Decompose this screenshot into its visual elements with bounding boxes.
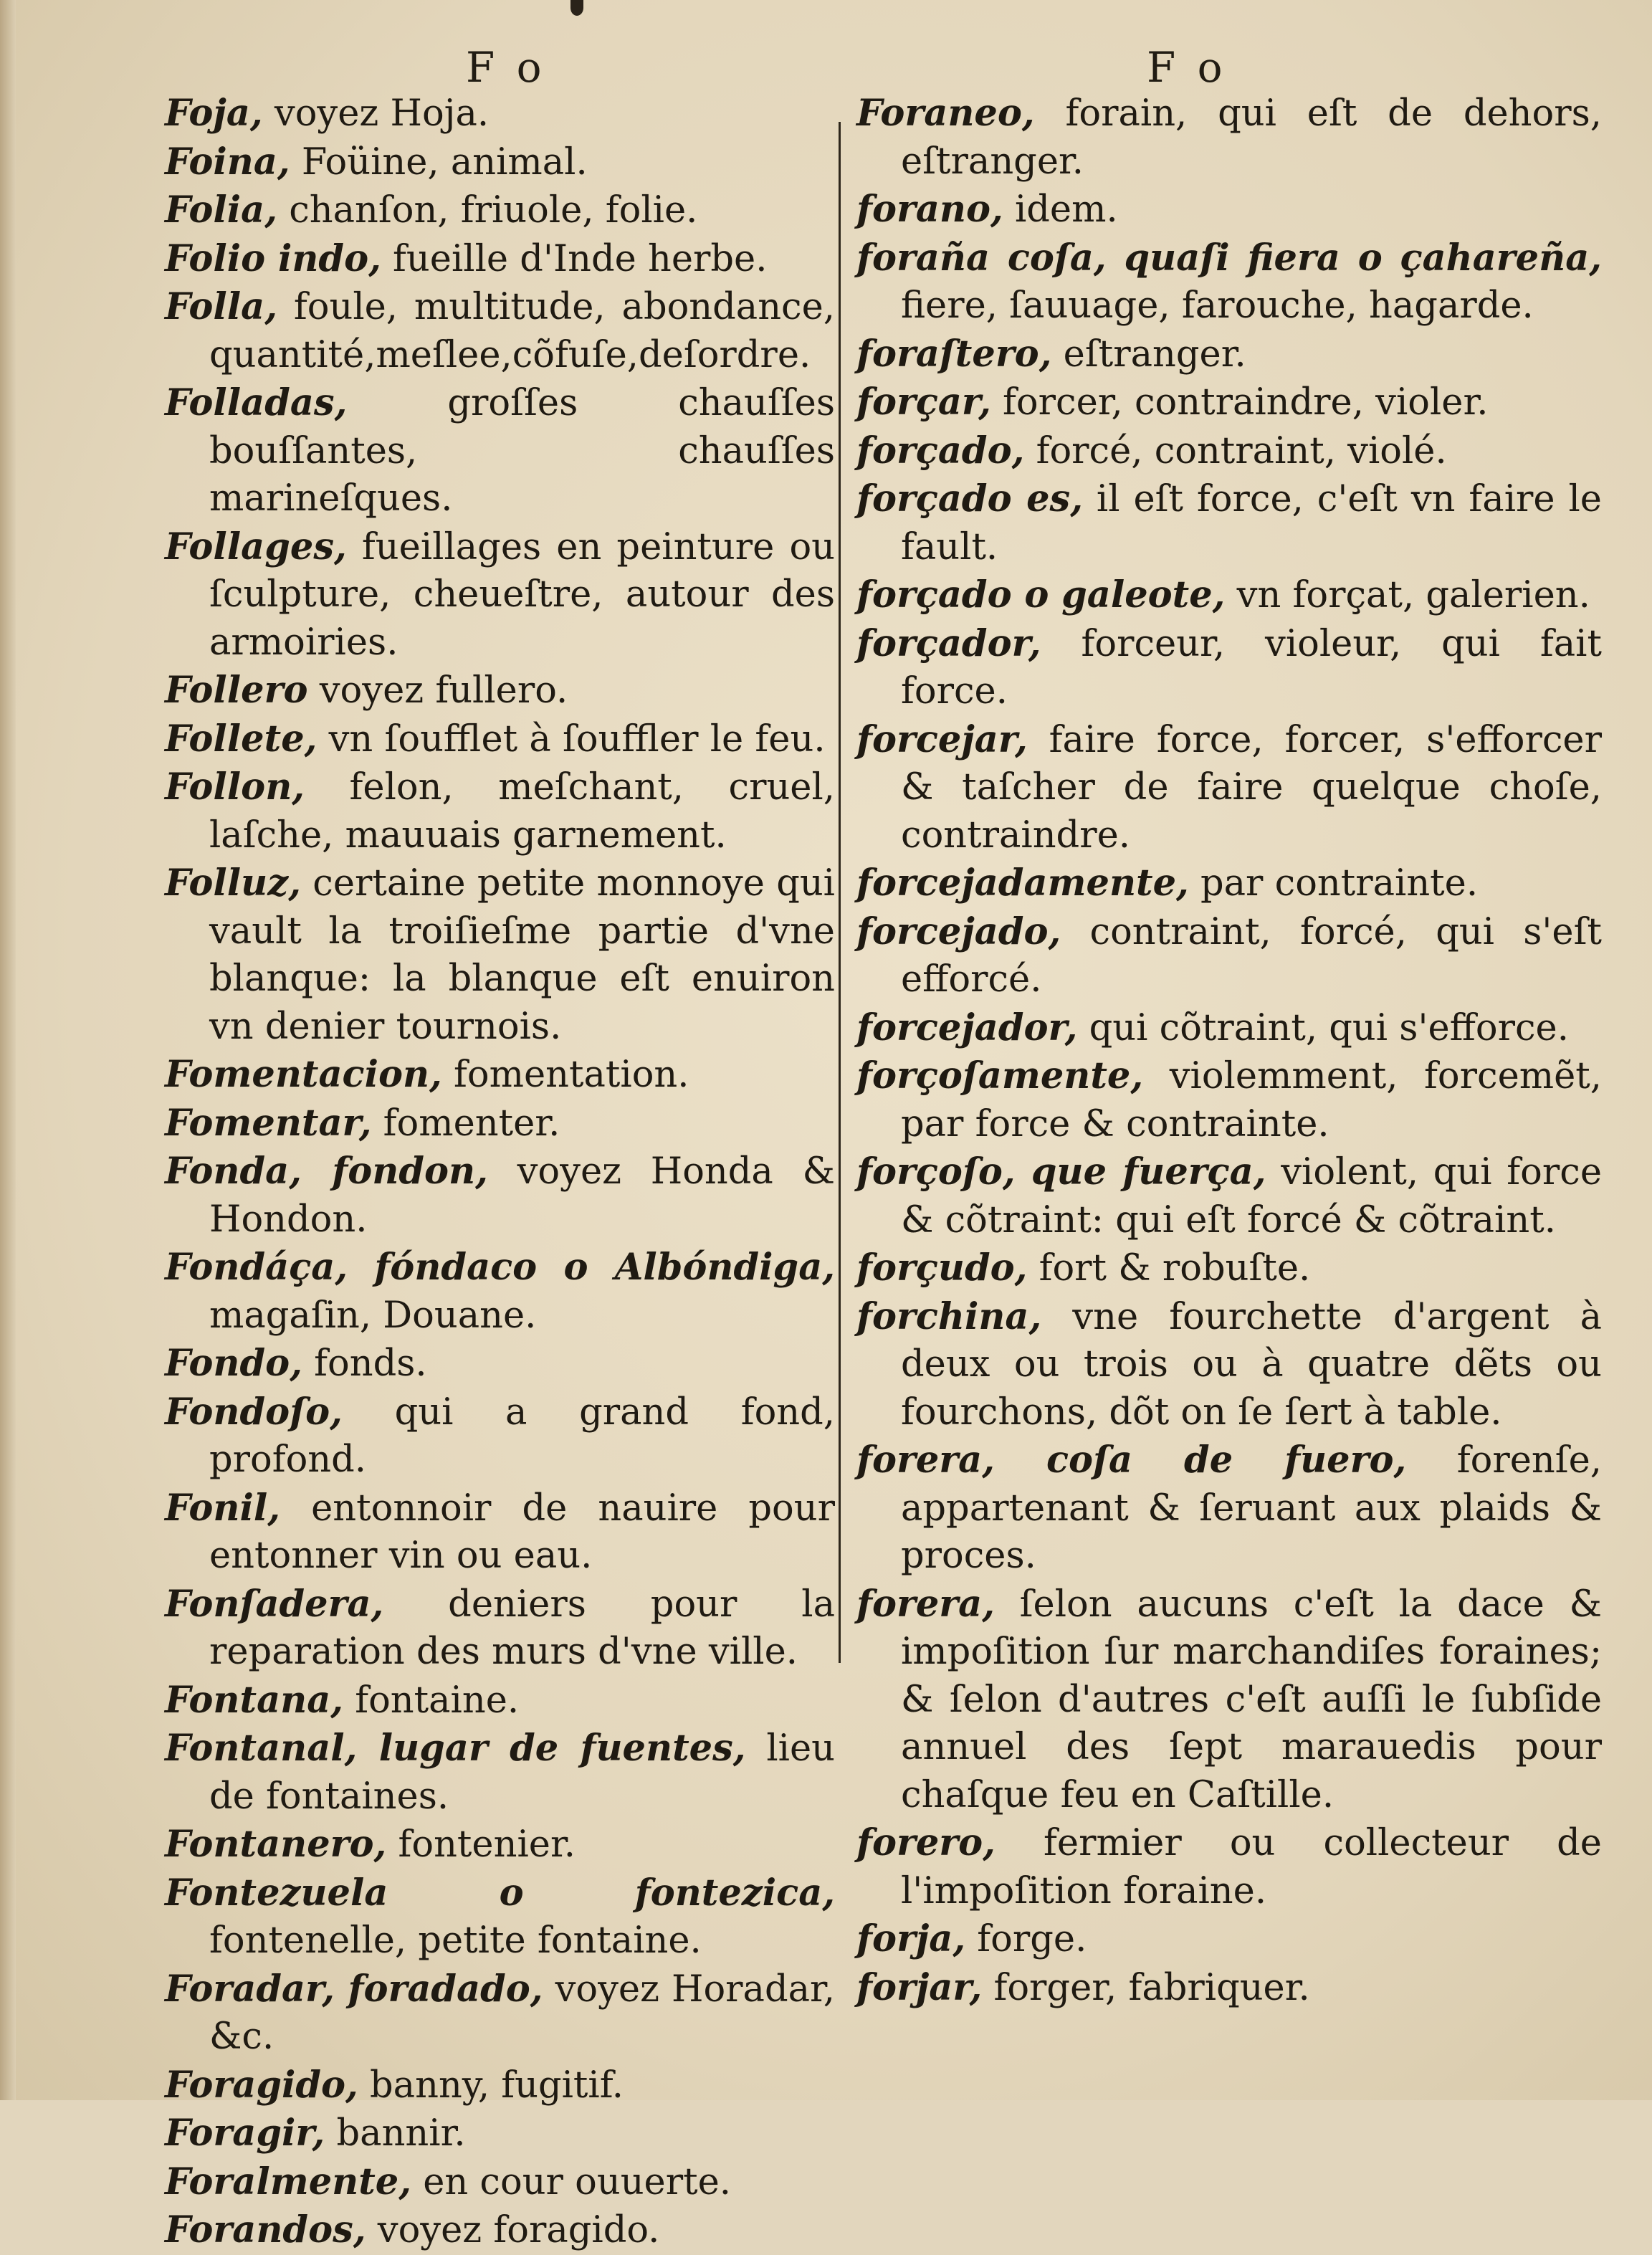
dictionary-entry [165,2158,835,2207]
entry-gloss: eſtranger. [1051,333,1246,376]
dictionary-entry [165,1100,835,1148]
dictionary-entry [165,1965,835,2061]
dictionary-entry [165,283,835,379]
entry-gloss: forcer, contraindre, violer. [990,381,1489,424]
dictionary-entry [165,1244,835,1340]
entry-headword: forçado, [856,429,1025,472]
entry-headword: Folla, [165,285,277,328]
dictionary-entry [165,186,835,235]
entry-headword: forçoſo, que fuerça, [856,1150,1266,1193]
entry-headword: forçado es, [856,477,1083,520]
dictionary-entry [856,186,1602,234]
entry-gloss: fontenelle, petite fontaine. [209,1920,702,1962]
entry-headword: Foja, [165,92,263,135]
dictionary-entry [856,859,1602,908]
dictionary-entry [856,427,1602,476]
entry-headword: forero, [856,1821,996,1864]
entry-gloss: lieu de fontaines. [209,1727,835,1818]
entry-headword: forcejador, [856,1006,1078,1049]
dictionary-entry [165,1388,835,1484]
entry-gloss: qui cõtraint, qui s'efforce. [1077,1006,1569,1049]
dictionary-entry [856,330,1602,379]
entry-headword: Forandos, [165,2208,366,2251]
entry-headword: Folio indo, [165,237,381,280]
entry-headword: Folladas, [165,381,348,424]
entry-headword: Follages, [165,525,347,568]
dictionary-entry [856,90,1602,186]
dictionary-entry [165,2109,835,2158]
entry-gloss: il eſt force, c'eſt vn faire le fault. [901,478,1602,568]
entry-gloss: par contrainte. [1188,862,1479,905]
dictionary-entry [856,1915,1602,1964]
dictionary-entry [856,1148,1602,1244]
dictionary-entry [165,1581,835,1677]
entry-gloss: fermier ou collecteur de l'impoſition foraine. [901,1822,1602,1912]
dictionary-entry [165,90,835,138]
dictionary-entry [165,1051,835,1100]
dictionary-entry [165,138,835,187]
dictionary-entry [165,1821,835,1869]
dictionary-entry [165,379,835,523]
entry-headword: Foraneo, [856,92,1035,135]
entry-headword: forchina, [856,1295,1042,1338]
dictionary-entry [165,1484,835,1581]
dictionary-entry [856,234,1602,330]
right-column [856,90,1602,2012]
dictionary-entry [165,1725,835,1821]
dictionary-entry [856,475,1602,571]
entry-gloss: fort & robuſte. [1027,1247,1311,1289]
dictionary-entry [856,1436,1602,1581]
dictionary-entry [165,1340,835,1388]
entry-headword: forano, [856,188,1003,231]
entry-headword: Foralmente, [165,2160,411,2203]
entry-headword: forera, coſa de fuero, [856,1439,1407,1482]
dictionary-entry [856,571,1602,620]
dictionary-entry [856,1052,1602,1148]
dictionary-entry [165,667,835,715]
entry-headword: Fondo, [165,1342,302,1385]
entry-gloss: forenſe, appartenant & ſeruant aux plaids & proces. [901,1439,1602,1577]
entry-gloss: voyez fullero. [307,669,568,712]
entry-gloss: en cour ouuerte. [411,2160,731,2203]
entry-gloss: faire force, forcer, s'efforcer & taſcher de faire quelque choſe, contraindre. [901,718,1602,857]
entry-headword: Fonil, [165,1486,281,1530]
entry-gloss: entonnoir de nauire pour entonner vin ou eau. [209,1487,835,1577]
entry-gloss: fontaine. [343,1679,520,1722]
dictionary-entry [165,2206,835,2255]
entry-headword: Fonſadera, [165,1582,384,1626]
entry-headword: forcejadamente, [856,862,1189,905]
entry-headword: forçador, [856,621,1041,665]
dictionary-entry [165,763,835,859]
dictionary-entry [165,1677,835,1725]
entry-gloss: forger, fabriquer. [982,1966,1310,2009]
entry-headword: forcejar, [856,718,1028,761]
page-gutter-edge [0,0,16,2100]
dictionary-entry [856,378,1602,427]
dictionary-entry [856,620,1602,716]
entry-headword: foraña coſa, quaſi fiera o çahareña, [856,236,1602,280]
entry-gloss: idem. [1003,189,1118,231]
entry-gloss: fueillages en peinture ou ſculpture, cheueſtre, autour des armoiries. [209,525,835,664]
entry-headword: Fontanal, lugar de fuentes, [165,1727,746,1770]
entry-headword: forera, [856,1582,995,1626]
entry-gloss: vn ſoufflet à ſouffler le feu. [317,718,826,761]
entry-gloss: violemment, forcemẽt, par force & contrainte. [901,1055,1602,1145]
entry-headword: forja, [856,1917,966,1960]
entry-headword: Fomentacion, [165,1053,442,1096]
dictionary-entry [856,1819,1602,1915]
entry-headword: foraſtero, [856,332,1052,376]
entry-gloss: fomenter. [371,1102,560,1145]
entry-headword: Foragido, [165,2063,358,2107]
entry-headword: forçoſamente, [856,1054,1144,1097]
running-head-right: F o [1147,43,1227,92]
entry-gloss: banny, fugitif. [358,2064,624,2107]
entry-gloss: contraint, forcé, qui s'eſt efforcé. [901,910,1602,1001]
entry-headword: Follon, [165,766,305,809]
entry-headword: Foragir, [165,2112,325,2155]
entry-gloss: fomentation. [441,1054,689,1096]
entry-headword: Follete, [165,717,317,761]
entry-gloss: forge. [965,1918,1087,1960]
entry-gloss: vn forçat, galerien. [1225,574,1590,616]
left-column [165,90,835,2255]
dictionary-entry [165,2061,835,2110]
dictionary-entry [856,1581,1602,1820]
entry-headword: Fondáça, fóndaco o Albóndiga, [165,1246,835,1289]
entry-gloss: voyez Hoja. [262,92,490,135]
column-divider [839,122,841,1663]
dictionary-entry [856,716,1602,860]
entry-gloss: fiere, ſauuage, farouche, hagarde. [901,285,1534,327]
entry-headword: Fontana, [165,1678,343,1722]
entry-gloss: chanſon, friuole, folie. [277,189,698,232]
entry-headword: Folia, [165,189,277,232]
entry-gloss: fueille d'Inde herbe. [381,237,768,280]
entry-gloss: voyez Honda & Hondon. [209,1150,835,1241]
entry-gloss: fontenier. [386,1823,576,1866]
dictionary-entry [856,1004,1602,1053]
entry-headword: Fomentar, [165,1101,372,1145]
running-head-left: F o [466,43,546,92]
entry-headword: forjar, [856,1965,983,2009]
entry-gloss: voyez foragido. [366,2209,660,2251]
ink-mark [570,0,583,16]
dictionary-entry [856,1244,1602,1293]
entry-headword: Fontezuela o fontezica, [165,1871,835,1915]
entry-headword: forçar, [856,381,991,424]
entry-gloss: felon, meſchant, cruel, laſche, mauuais garnement. [209,766,835,857]
entry-gloss: fonds. [302,1343,427,1385]
entry-gloss: Foüine, animal. [290,140,588,183]
entry-gloss: magaſin, Douane. [209,1294,537,1337]
dictionary-entry [165,523,835,667]
dictionary-entry [856,908,1602,1004]
entry-headword: Fonda, fondon, [165,1150,488,1193]
entry-headword: Follero [165,669,308,712]
entry-headword: Fondoſo, [165,1390,343,1434]
entry-headword: forçado o galeote, [856,573,1226,616]
dictionary-entry [856,1964,1602,2013]
dictionary-entry [165,715,835,764]
entry-gloss: forcé, contraint, violé. [1024,429,1447,472]
entry-headword: Foradar, foradado, [165,1967,543,2011]
entry-gloss: certaine petite monnoye qui vault la troiſieſme partie d'vne blanque: la blanque eſt enuiron vn denier tournois. [209,862,835,1048]
entry-gloss: foule, multitude, abondance, quantité,meſlee,cõfuſe,deſordre. [209,286,835,376]
entry-headword: forcejado, [856,910,1061,953]
dictionary-entry [856,1293,1602,1437]
dictionary-entry [165,235,835,284]
entry-gloss: violent, qui force & cõtraint: qui eſt forcé & cõtraint. [901,1151,1603,1241]
entry-gloss: vne fourchette d'argent à deux ou trois ou à quatre dẽts ou fourchons, dõt on ſe ſert à table. [901,1295,1602,1434]
entry-gloss: voyez Horadar, &c. [209,1968,836,2058]
entry-gloss: groſſes chauſſes bouſſantes, chauſſes marineſques. [209,382,835,520]
entry-gloss: qui a grand fond, profond. [209,1391,835,1481]
entry-headword: Fontanero, [165,1823,387,1866]
dictionary-entry [165,859,835,1051]
entry-headword: forçudo, [856,1246,1028,1289]
entry-headword: Foina, [165,140,290,183]
entry-headword: Folluz, [165,862,301,905]
entry-gloss: ſelon aucuns c'eſt la dace & impoſition ſur marchandiſes foraines; & ſelon d'autres c'eſt auſſi le ſubſide annuel des ſept marauedis pour chaſque feu en Caſtille. [901,1583,1602,1816]
entry-gloss: deniers pour la reparation des murs d'vne ville. [209,1583,835,1673]
dictionary-entry [165,1869,835,1965]
entry-gloss: bannir. [325,2112,466,2155]
entry-gloss: forceur, violeur, qui fait force. [901,622,1602,712]
entry-gloss: forain, qui eſt de dehors, eſtranger. [901,92,1602,183]
dictionary-entry [165,1148,835,1244]
